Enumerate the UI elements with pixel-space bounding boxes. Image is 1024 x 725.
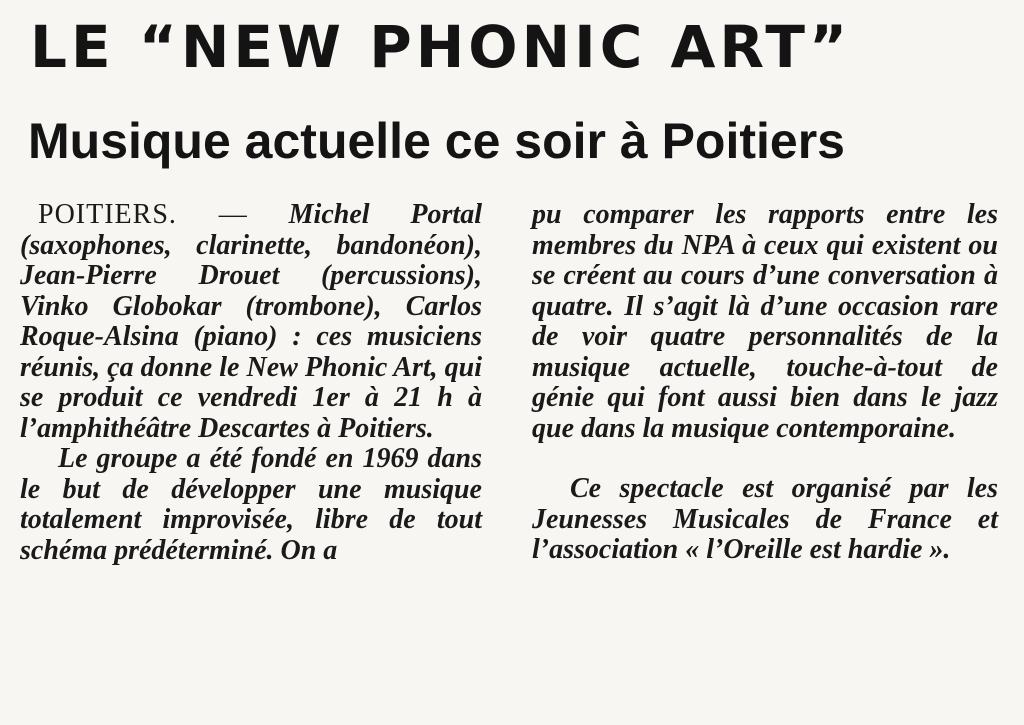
paragraph-intro-text: Michel Portal (saxophones, clarinette, bandonéon), Jean-Pierre Drouet (percussions), Vinko Globokar (trombone), Carlos Roque-Alsina (piano) : ces musiciens réunis, ça donne le New Phonic Art, qui se produit ce vendredi 1er à 21 h à l’amphithéâtre Descartes à Poitiers. [20, 199, 482, 444]
dateline: POITIERS. — [38, 199, 248, 230]
paragraph-organizer: Ce spectacle est organisé par les Jeunesses Musicales de France et l’association « l’Oreille est hardie ». [532, 473, 998, 565]
article-column-left [20, 200, 482, 566]
subheadline: Musique actuelle ce soir à Poitiers [28, 113, 845, 169]
paragraph-history: Le groupe a été fondé en 1969 dans le but de développer une musique totalement improvisée, libre de tout schéma prédéterminé. On a [20, 443, 482, 566]
article-column-right [532, 200, 998, 566]
headline: LE “NEW PHONIC ART” [30, 13, 852, 81]
paragraph-intro [20, 200, 482, 444]
paragraph-continuation: pu comparer les rapports entre les membres du NPA à ceux qui existent ou se créent au cours d’une conversation à quatre. Il s’agit là d’une occasion rare de voir quatre personnalités de la musique actuelle, touche-à-tout de génie qui font aussi bien dans le jazz que dans la musique contemporaine. [532, 199, 998, 444]
